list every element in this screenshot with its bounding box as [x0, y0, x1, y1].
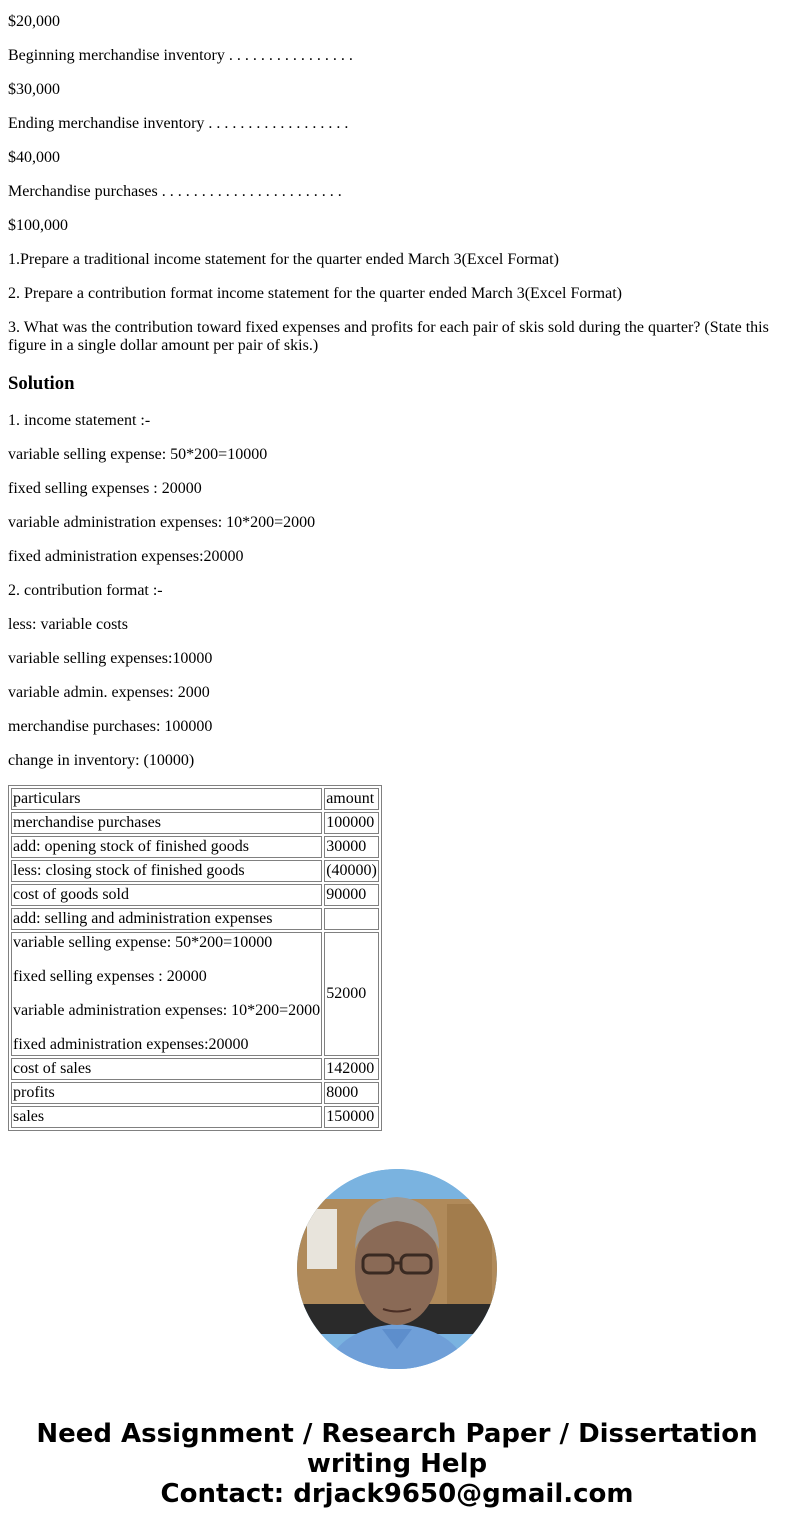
amount-text: $20,000 [8, 13, 60, 30]
expense-line: variable selling expense: 50*200=10000 [13, 934, 273, 951]
header-cell: amount [324, 788, 379, 810]
document [8, 0, 786, 1509]
solution-line: change in inventory: (10000) [8, 752, 195, 769]
table-row [11, 812, 379, 834]
question-1: 1.Prepare a traditional income statement for the quarter ended March 3(Excel Format) [8, 251, 559, 268]
particulars-cell: sales [11, 1106, 322, 1128]
table-row [11, 884, 379, 906]
income-statement-table [8, 785, 382, 1131]
amount-cell: 52000 [324, 932, 379, 1056]
table-row [11, 1058, 379, 1080]
amount-cell: 30000 [324, 836, 379, 858]
solution-line: merchandise purchases: 100000 [8, 718, 213, 735]
expense-line: fixed administration expenses:20000 [13, 1036, 249, 1053]
table-row [11, 836, 379, 858]
particulars-cell: cost of sales [11, 1058, 322, 1080]
table-row [11, 1082, 379, 1104]
table-row [11, 932, 379, 1056]
amount-cell: 8000 [324, 1082, 379, 1104]
particulars-cell: merchandise purchases [11, 812, 322, 834]
solution-line: less: variable costs [8, 616, 128, 633]
expense-line: variable administration expenses: 10*200=2000 [13, 1002, 321, 1019]
table-header-row [11, 788, 379, 810]
promo-banner [8, 1419, 786, 1509]
particulars-cell-multiline [11, 932, 322, 1056]
particulars-cell: less: closing stock of finished goods [11, 860, 322, 882]
amount-text: $40,000 [8, 149, 60, 166]
header-cell: particulars [11, 788, 322, 810]
solution-line: fixed selling expenses : 20000 [8, 480, 202, 497]
line-item-label: Beginning merchandise inventory . . . . . . . . . . . . . . . . [8, 47, 353, 64]
solution-line: variable selling expense: 50*200=10000 [8, 446, 268, 463]
amount-cell [324, 908, 379, 930]
table-row [11, 1106, 379, 1128]
particulars-cell: add: selling and administration expenses [11, 908, 322, 930]
solution-line: 1. income statement :- [8, 412, 151, 429]
question-section [8, 13, 786, 355]
particulars-cell: cost of goods sold [11, 884, 322, 906]
promo-line: writing Help [306, 1449, 488, 1479]
contact-email: Contact: drjack9650@gmail.com [160, 1479, 634, 1509]
question-2: 2. Prepare a contribution format income statement for the quarter ended March 3(Excel Format) [8, 285, 622, 302]
amount-cell: 142000 [324, 1058, 379, 1080]
amount-text: $30,000 [8, 81, 60, 98]
particulars-cell: add: opening stock of finished goods [11, 836, 322, 858]
question-3: 3. What was the contribution toward fixed expenses and profits for each pair of skis sold during the quarter? (State this figure in a single dollar amount per pair of skis.) [8, 319, 769, 354]
line-item-label: Ending merchandise inventory . . . . . . . . . . . . . . . . . . [8, 115, 349, 132]
amount-text: $100,000 [8, 217, 68, 234]
avatar-container [8, 1169, 786, 1369]
solution-line: variable selling expenses:10000 [8, 650, 213, 667]
solution-section [8, 373, 786, 1131]
amount-cell: (40000) [324, 860, 379, 882]
promo-line: Need Assignment / Research Paper / Dissertation [36, 1419, 758, 1449]
solution-line: variable admin. expenses: 2000 [8, 684, 210, 701]
table-row [11, 860, 379, 882]
solution-line: 2. contribution format :- [8, 582, 163, 599]
solution-line: variable administration expenses: 10*200=2000 [8, 514, 316, 531]
solution-heading: Solution [8, 373, 75, 394]
person-photo-icon [297, 1169, 497, 1369]
amount-cell: 100000 [324, 812, 379, 834]
avatar [297, 1169, 497, 1369]
line-item-label: Merchandise purchases . . . . . . . . . . . . . . . . . . . . . . . [8, 183, 342, 200]
table-row [11, 908, 379, 930]
amount-cell: 150000 [324, 1106, 379, 1128]
expense-line: fixed selling expenses : 20000 [13, 968, 207, 985]
particulars-cell: profits [11, 1082, 322, 1104]
amount-cell: 90000 [324, 884, 379, 906]
solution-line: fixed administration expenses:20000 [8, 548, 244, 565]
